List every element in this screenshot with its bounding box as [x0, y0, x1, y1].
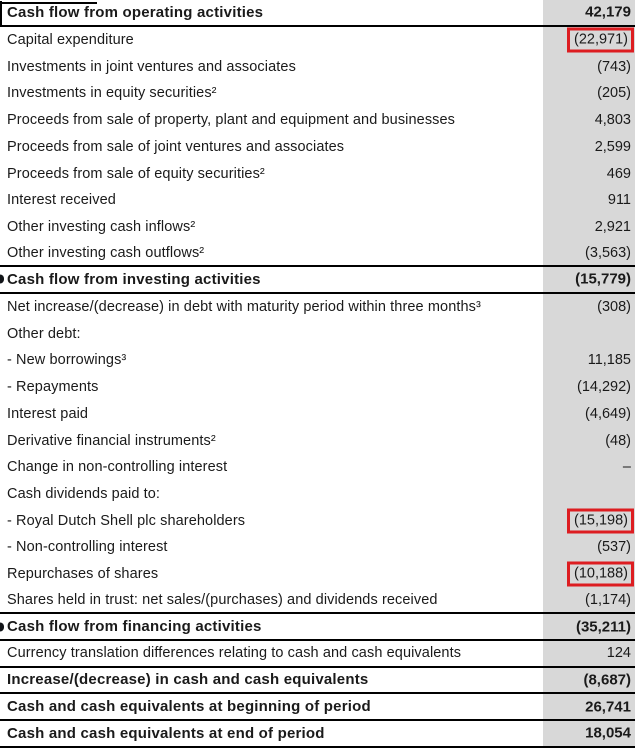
table-row	[0, 587, 635, 614]
row-value: (15,779)	[575, 270, 631, 288]
row-label: Other debt:	[7, 325, 81, 342]
row-label: Capital expenditure	[7, 32, 134, 49]
row-value-highlighted: (15,198)	[567, 508, 634, 533]
table-row	[0, 0, 635, 27]
row-label: Shares held in trust: net sales/(purchases) and dividends received	[7, 591, 438, 608]
table-row	[0, 641, 635, 668]
row-label: Derivative financial instruments²	[7, 432, 216, 449]
row-label: Cash flow from operating activities	[7, 3, 264, 21]
table-row	[0, 561, 635, 588]
row-value: 26,741	[585, 698, 631, 716]
row-label: Investments in joint ventures and associates	[7, 58, 296, 75]
row-label: Cash and cash equivalents at beginning of period	[7, 698, 371, 716]
row-value: (14,292)	[576, 379, 631, 396]
table-row	[0, 668, 635, 695]
row-value: (537)	[597, 539, 631, 556]
row-value: (1,174)	[585, 591, 631, 608]
table-row	[0, 107, 635, 134]
row-label: Cash and cash equivalents at end of period	[7, 724, 325, 742]
row-value: 42,179	[585, 3, 631, 21]
table-row	[0, 160, 635, 187]
table-row	[0, 80, 635, 107]
row-label: Other investing cash outflows²	[7, 244, 205, 261]
table-row	[0, 267, 635, 294]
row-value: (205)	[597, 85, 631, 102]
row-value: (35,211)	[575, 618, 631, 636]
row-value: 11,185	[587, 352, 631, 369]
row-value-highlighted: (22,971)	[567, 28, 634, 53]
row-label: Increase/(decrease) in cash and cash equivalents	[7, 671, 369, 689]
table-row	[0, 534, 635, 561]
row-value-highlighted: (10,188)	[567, 562, 634, 587]
table-row	[0, 294, 635, 321]
row-value: 124	[606, 645, 631, 662]
row-value: (8,687)	[583, 671, 631, 689]
table-row	[0, 187, 635, 214]
row-label: - Royal Dutch Shell plc shareholders	[7, 512, 246, 529]
left-edge-mark	[0, 622, 4, 631]
table-row	[0, 240, 635, 267]
table-row	[0, 134, 635, 161]
row-label: Other investing cash inflows²	[7, 218, 196, 235]
table-row	[0, 347, 635, 374]
table-row	[0, 507, 635, 534]
row-value: 2,599	[594, 138, 631, 155]
row-value: (4,649)	[585, 405, 631, 422]
row-value: 18,054	[585, 724, 631, 742]
table-row	[0, 694, 635, 721]
row-label: Proceeds from sale of equity securities²	[7, 165, 265, 182]
row-label: Net increase/(decrease) in debt with maturity period within three months³	[7, 299, 481, 316]
row-label: Proceeds from sale of joint ventures and associates	[7, 138, 345, 155]
table-row	[0, 401, 635, 428]
table-row	[0, 427, 635, 454]
row-label: Interest received	[7, 192, 116, 209]
row-label: - Repayments	[7, 379, 99, 396]
row-label: Cash flow from financing activities	[7, 618, 262, 636]
row-label: Interest paid	[7, 405, 89, 422]
table-row	[0, 214, 635, 241]
table-row	[0, 53, 635, 80]
row-label: Investments in equity securities²	[7, 85, 217, 102]
row-value: –	[622, 459, 631, 476]
table-row	[0, 27, 635, 54]
row-value: (3,563)	[585, 244, 631, 261]
row-label: Repurchases of shares	[7, 566, 159, 583]
row-label: Proceeds from sale of property, plant and equipment and businesses	[7, 112, 456, 129]
row-value: 2,921	[594, 218, 631, 235]
row-label: Currency translation differences relating to cash and cash equivalents	[7, 645, 462, 662]
row-value: 911	[607, 192, 631, 209]
row-value: (308)	[597, 299, 631, 316]
row-value: (48)	[605, 432, 631, 449]
row-value: 469	[606, 165, 631, 182]
row-label: - Non-controlling interest	[7, 539, 168, 556]
left-edge-mark	[0, 275, 4, 284]
table-row	[0, 721, 635, 748]
table-row	[0, 454, 635, 481]
table-row	[0, 614, 635, 641]
row-label: - New borrowings³	[7, 352, 127, 369]
row-label: Cash flow from investing activities	[7, 270, 261, 288]
row-label: Cash dividends paid to:	[7, 486, 161, 502]
table-row	[0, 374, 635, 401]
row-value: 4,803	[594, 112, 631, 129]
table-row	[0, 481, 635, 508]
row-value: (743)	[597, 58, 631, 75]
row-label: Change in non-controlling interest	[7, 459, 228, 476]
table-row	[0, 320, 635, 347]
